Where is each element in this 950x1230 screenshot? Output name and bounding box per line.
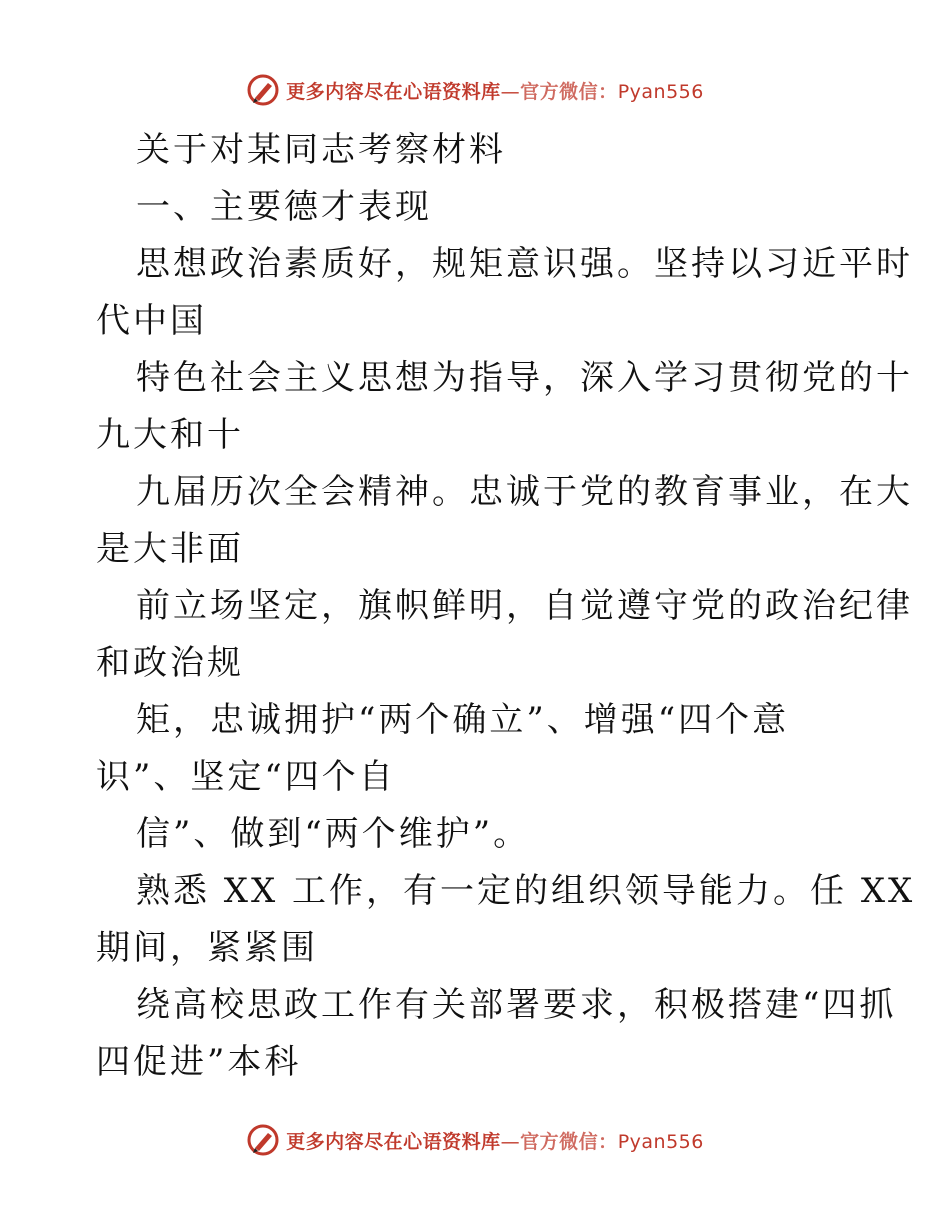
text-line: 期间，紧紧围 <box>96 928 318 968</box>
watermark-wechat-label: 官方微信： <box>520 80 618 103</box>
watermark-wechat-id: Pyan556 <box>617 80 704 103</box>
text-line: 特色社会主义思想为指导，深入学习贯彻党的十 <box>136 358 913 398</box>
watermark-text <box>286 77 704 104</box>
text-line: 和政治规 <box>96 643 244 683</box>
watermark-dash: — <box>500 1130 521 1153</box>
text-line: 代中国 <box>96 301 207 341</box>
text-line: 绕高校思政工作有关部署要求，积极搭建“四抓 <box>136 985 897 1025</box>
text-line: 前立场坚定，旗帜鲜明，自觉遵守党的政治纪律 <box>136 586 913 626</box>
page-header-watermark <box>0 72 950 108</box>
text-line: 九届历次全会精神。忠诚于党的教育事业，在大 <box>136 472 913 512</box>
watermark-main-text: 更多内容尽在心语资料库 <box>286 80 501 103</box>
pen-logo-icon <box>246 73 280 107</box>
pen-logo-icon <box>246 1123 280 1157</box>
watermark-dash: — <box>500 80 521 103</box>
text-line: 熟悉 XX 工作，有一定的组织领导能力。任 XX <box>136 871 916 911</box>
text-line: 一、主要德才表现 <box>136 187 432 227</box>
page-footer-watermark <box>0 1122 950 1158</box>
watermark-banner <box>246 73 704 107</box>
watermark-wechat-label: 官方微信： <box>520 1130 618 1153</box>
watermark-text <box>286 1127 704 1154</box>
document-body <box>96 122 916 1091</box>
text-line: 信”、做到“两个维护”。 <box>136 814 531 854</box>
text-line: 四促进”本科 <box>96 1042 302 1082</box>
watermark-wechat-id: Pyan556 <box>617 1130 704 1153</box>
text-line: 识”、坚定“四个自 <box>96 757 396 797</box>
text-line: 矩，忠诚拥护“两个确立”、增强“四个意 <box>136 700 790 740</box>
watermark-main-text: 更多内容尽在心语资料库 <box>286 1130 501 1153</box>
text-line: 九大和十 <box>96 415 244 455</box>
watermark-banner <box>246 1123 704 1157</box>
text-line: 关于对某同志考察材料 <box>136 130 506 170</box>
text-line: 思想政治素质好，规矩意识强。坚持以习近平时 <box>136 244 913 284</box>
text-line: 是大非面 <box>96 529 244 569</box>
